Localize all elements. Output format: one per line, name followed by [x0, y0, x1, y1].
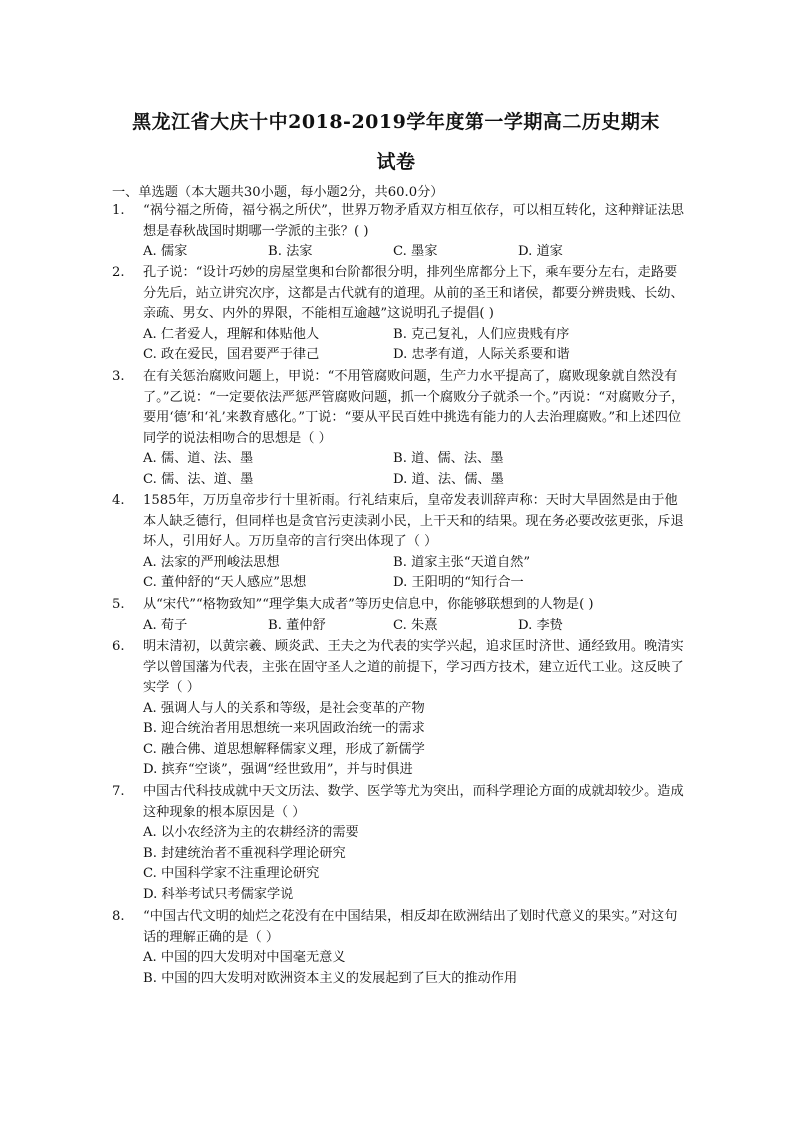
options-row-4 — [143, 885, 690, 906]
question-7 — [112, 782, 690, 905]
options-row-1 — [143, 699, 690, 720]
section-header: 一、单选题（本大题共30小题，每小题2分，共60.0分） — [112, 185, 444, 200]
options — [143, 242, 690, 263]
option-a[interactable]: A. 荀子 — [143, 617, 188, 633]
option-d[interactable]: D. 忠孝有道，人际关系要和谐 — [393, 347, 570, 362]
exam-title: 黑龙江省大庆十中2018-2019学年度第一学期高二历史期末 — [132, 111, 660, 133]
question-number: 2. — [112, 265, 125, 280]
option-a[interactable]: A. 强调人与人的关系和等级，是社会变革的产物 — [143, 700, 425, 716]
question-number: 4. — [112, 493, 125, 508]
question-number: 7. — [112, 784, 125, 799]
options-row-2 — [143, 969, 690, 990]
question-stem: 1585年，万历皇帝步行十里祈雨。行礼结束后，皇帝发表训辞声称：天时大旱固然是由于他本人缺乏德行，但同样也是贪官污吏渎剥小民，上干天和的结果。现在务必要改弦更张，斥退坏人，引用好人。万历皇帝的言行突出体现了（ ） — [143, 493, 684, 549]
question-stem: “祸兮福之所倚，福兮祸之所伏”，世界万物矛盾双方相互依存，可以相互转化，这种辩证法思想是春秋战国时期哪一学派的主张？( ) — [143, 203, 684, 239]
options-row-2 — [143, 573, 690, 594]
option-a[interactable]: A. 儒、道、法、墨 — [143, 451, 254, 466]
question-8 — [112, 907, 690, 989]
option-b[interactable]: B. 法家 — [268, 244, 313, 259]
option-c[interactable]: C. 董仲舒的“天人感应”思想 — [143, 575, 307, 590]
option-a[interactable]: A. 法家的严刑峻法思想 — [143, 554, 280, 570]
options-row-1 — [143, 823, 690, 844]
question-number: 8. — [112, 909, 125, 924]
option-d[interactable]: D. 王阳明的“知行合一 — [393, 575, 524, 590]
option-d[interactable]: D. 摈弃“空谈”，强调“经世致用”，并与时俱进 — [143, 762, 413, 777]
option-c[interactable]: C. 融合佛、道思想解释儒家义理，形成了新儒学 — [143, 741, 425, 757]
options-row-2 — [143, 345, 690, 366]
question-1 — [112, 201, 690, 263]
question-stem: 明末清初，以黄宗羲、顾炎武、王夫之为代表的实学兴起，追求匡时济世、通经致用。晚清实学以曾国藩为代表，主张在固守圣人之道的前提下，学习西方技术，建立近代工业。这反映了实学（ ） — [143, 639, 684, 695]
options-row-2 — [143, 719, 690, 740]
option-b[interactable]: B. 封建统治者不重视科学理论研究 — [143, 845, 346, 861]
option-a[interactable]: A. 儒家 — [143, 244, 188, 259]
option-d[interactable]: D. 科举考试只考儒家学说 — [143, 886, 294, 902]
question-2 — [112, 263, 690, 366]
question-number: 1. — [112, 203, 125, 218]
option-c[interactable]: C. 儒、法、道、墨 — [143, 471, 254, 487]
options-row-3 — [143, 740, 690, 761]
option-a[interactable]: A. 仁者爱人，理解和体贴他人 — [143, 326, 320, 342]
option-a[interactable]: A. 以小农经济为主的农耕经济的需要 — [143, 825, 359, 840]
question-6 — [112, 637, 690, 781]
question-number: 3. — [112, 369, 125, 384]
option-c[interactable]: C. 朱熹 — [393, 617, 438, 633]
question-3 — [112, 367, 690, 490]
option-b[interactable]: B. 中国的四大发明对欧洲资本主义的发展起到了巨大的推动作用 — [143, 970, 518, 986]
option-b[interactable]: B. 道、儒、法、墨 — [393, 451, 504, 466]
options-row-2 — [143, 844, 690, 865]
option-d[interactable]: D. 道、法、儒、墨 — [393, 471, 504, 487]
question-stem: 孔子说：“设计巧妙的房屋堂奥和台阶都很分明，排列坐席都分上下，乘车要分左右，走路要分先后，站立讲究次序，这都是古代就有的道理。从前的圣王和诸侯，都要分辨贵贱、长幼、亲疏、男女、内外的界限，不能相互逾越”这说明孔子提倡( ) — [143, 265, 684, 321]
option-c[interactable]: C. 政在爱民，国君要严于律己 — [143, 347, 320, 362]
question-stem: “中国古代文明的灿烂之花没有在中国结果，相反却在欧洲结出了划时代意义的果实。”对这句话的理解正确的是（ ） — [143, 909, 678, 945]
option-b[interactable]: B. 董仲舒 — [268, 617, 326, 633]
exam-title-continued: 试卷 — [376, 151, 416, 173]
option-b[interactable]: B. 道家主张“天道自然” — [393, 554, 531, 570]
question-stem: 中国古代科技成就中天文历法、数学、医学等尤为突出，而科学理论方面的成就却较少。造成这种现象的根本原因是（ ） — [143, 784, 684, 820]
options-row-1 — [143, 553, 690, 574]
options-row-1 — [143, 325, 690, 346]
options-row-4 — [143, 760, 690, 781]
options-row-2 — [143, 470, 690, 491]
options-row-1 — [143, 449, 690, 470]
question-number: 5. — [112, 597, 125, 612]
option-a[interactable]: A. 中国的四大发明对中国毫无意义 — [143, 950, 346, 965]
question-4 — [112, 491, 690, 594]
option-d[interactable]: D. 道家 — [518, 244, 563, 259]
question-number: 6. — [112, 639, 125, 654]
options-row-1 — [143, 948, 690, 969]
options-row-3 — [143, 864, 690, 885]
option-d[interactable]: D. 李贽 — [518, 617, 563, 633]
options — [143, 616, 690, 637]
option-c[interactable]: C. 墨家 — [393, 244, 438, 259]
option-c[interactable]: C. 中国科学家不注重理论研究 — [143, 866, 320, 881]
option-b[interactable]: B. 迎合统治者用思想统一来巩固政治统一的需求 — [143, 721, 425, 736]
question-stem: 从“宋代”“格物致知”“理学集大成者”等历史信息中，你能够联想到的人物是( ) — [143, 597, 594, 612]
option-b[interactable]: B. 克己复礼，人们应贵贱有序 — [393, 326, 570, 342]
question-5 — [112, 595, 690, 636]
question-stem: 在有关惩治腐败问题上，甲说：“不用管腐败问题，生产力水平提高了，腐败现象就自然没有了。”乙说：“一定要依法严惩严管腐败问题，抓一个腐败分子就杀一个。”丙说：“对腐败分子，要用‘德’和‘礼’来教育感化。”丁说：“要从平民百姓中挑选有能力的人去治理腐败。”和上述四位同学的说法相吻合的思想是（ ） — [143, 369, 685, 446]
